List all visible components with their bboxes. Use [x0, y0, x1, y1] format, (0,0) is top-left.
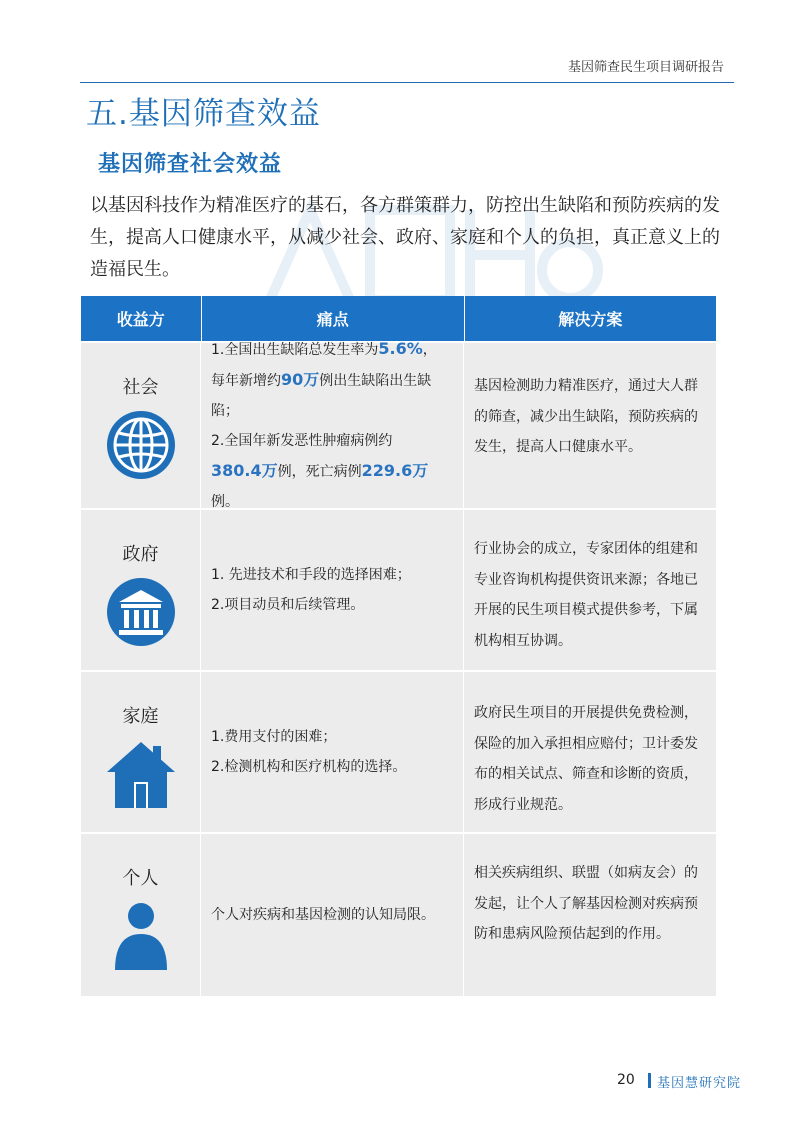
report-header-title: 基因筛查民生项目调研报告 — [567, 60, 724, 75]
pain-text: 每年新增约 — [211, 373, 281, 389]
header-pain-points: 痛点 — [202, 296, 465, 341]
table-row-individual — [81, 832, 716, 996]
benefits-table — [81, 296, 716, 996]
pain-line-2: 2.项目动员和后续管理。 — [211, 597, 365, 613]
beneficiary-cell — [81, 510, 201, 670]
pain-points-cell — [201, 672, 464, 832]
pain-text: 例出生缺陷出生缺陷； — [211, 373, 432, 419]
header-beneficiary: 收益方 — [81, 296, 202, 341]
house-icon — [105, 738, 177, 810]
pain-text: ， — [422, 342, 437, 358]
pain-points-cell — [201, 339, 464, 510]
pain-line-1: 个人对疾病和基因检测的认知局限。 — [211, 907, 435, 923]
pain-line-2: 2.检测机构和医疗机构的选择。 — [211, 759, 407, 775]
beneficiary-cell — [81, 343, 201, 508]
pain-line-1 — [211, 334, 455, 365]
person-icon — [105, 900, 177, 972]
stat-cancer-cases: 380.4万 — [211, 461, 278, 480]
solution-cell: 基因检测助力精准医疗，通过大人群的筛查，减少出生缺陷，预防疾病的发生，提高人口健康水平。 — [474, 378, 698, 455]
beneficiary-label: 家庭 — [122, 706, 159, 727]
stat-birth-defect-rate: 5.6% — [378, 339, 423, 358]
pain-line-1: 1.费用支付的困难； — [211, 729, 337, 745]
government-building-icon — [105, 576, 177, 648]
pain-line-2 — [211, 365, 455, 426]
beneficiary-cell — [81, 834, 201, 996]
pain-text: 例，死亡病例 — [277, 464, 362, 480]
footer-org-name: 基因慧研究院 — [657, 1076, 742, 1091]
page-number: 20 — [617, 1072, 635, 1088]
pain-text: 1.全国出生缺陷总发生率为 — [211, 342, 379, 358]
intro-paragraph: 以基因科技作为精准医疗的基石，各方群策群力，防控出生缺陷和预防疾病的发生，提高人口健康水平，从减少社会、政府、家庭和个人的负担，真正意义上的造福民生。 — [90, 195, 720, 280]
solution-cell: 行业协会的成立，专家团体的组建和专业咨询机构提供资讯来源；各地已开展的民生项目模式提供参考，下属机构相互协调。 — [474, 541, 698, 649]
pain-text: 例。 — [211, 494, 239, 510]
globe-icon — [105, 409, 177, 481]
header-solutions: 解决方案 — [558, 310, 623, 329]
table-row-government — [81, 508, 716, 670]
table-row-family — [81, 670, 716, 832]
table-row-society — [81, 341, 716, 508]
pain-line-1: 1. 先进技术和手段的选择困难； — [211, 567, 411, 583]
pain-points-cell — [201, 834, 464, 996]
stat-cancer-deaths: 229.6万 — [361, 461, 429, 480]
chapter-title: 五.基因筛查效益 — [86, 96, 321, 132]
beneficiary-label: 社会 — [122, 377, 159, 398]
beneficiary-cell — [81, 672, 201, 832]
footer-accent-bar — [648, 1073, 651, 1088]
beneficiary-label: 个人 — [122, 868, 159, 889]
solution-cell: 政府民生项目的开展提供免费检测，保险的加入承担相应赔付；卫计委发布的相关试点、筛查和诊断的资质，形成行业规范。 — [474, 705, 698, 813]
section-title: 基因筛查社会效益 — [98, 152, 283, 177]
pain-points-cell — [201, 510, 464, 670]
solution-cell: 相关疾病组织、联盟（如病友会）的发起，让个人了解基因检测对疾病预防和患病风险预估起到的作用。 — [474, 865, 698, 942]
beneficiary-label: 政府 — [122, 544, 159, 565]
header-divider — [80, 82, 734, 83]
stat-new-cases: 90万 — [281, 370, 320, 389]
pain-line-3: 2.全国年新发恶性肿瘤病例约 — [211, 433, 393, 449]
pain-line-4 — [211, 456, 455, 517]
